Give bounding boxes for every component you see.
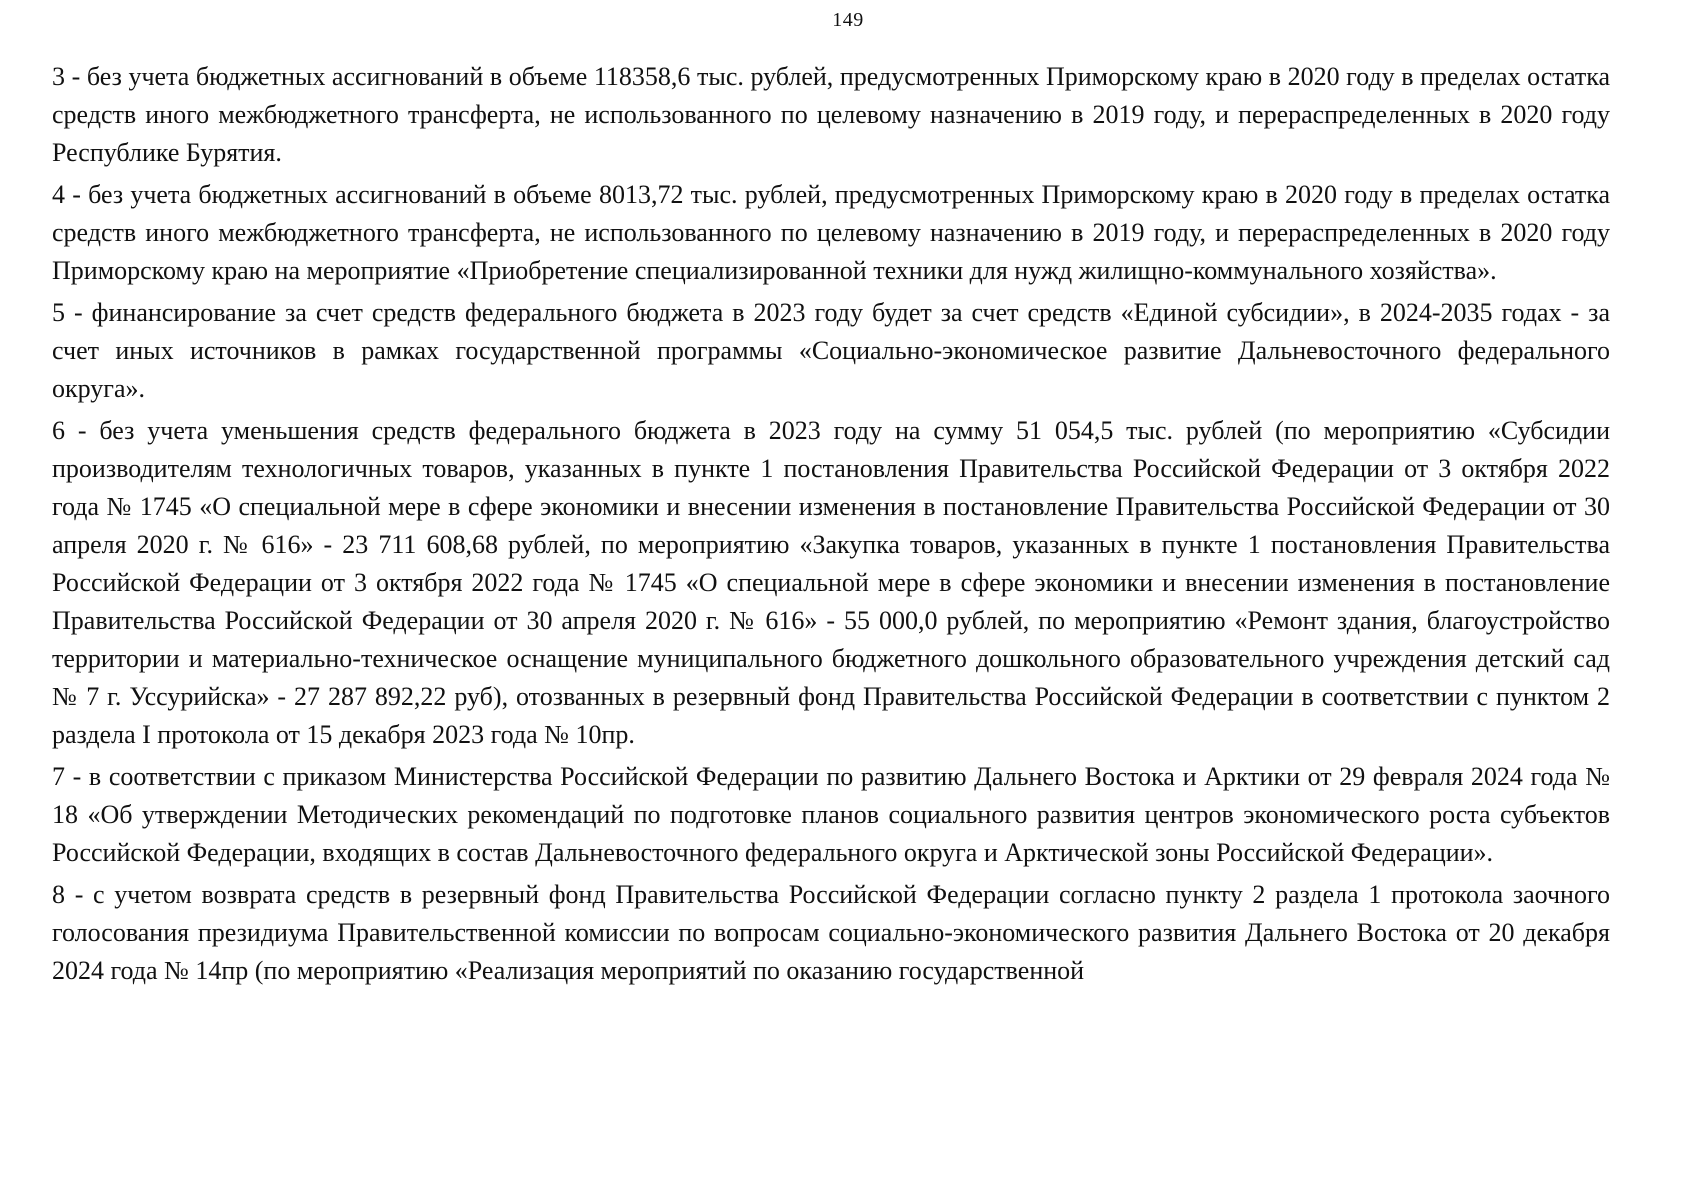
footnotes-block bbox=[52, 58, 1610, 994]
footnote-3: 3 - без учета бюджетных ассигнований в объеме 118358,6 тыс. рублей, предусмотренных Приморскому краю в 2020 году в пределах остатка средств иного межбюджетного трансферта, не использованного по целевому назначению в 2019 году, и перераспределенных в 2020 году Республике Бурятия. bbox=[52, 62, 1610, 167]
footnote-4: 4 - без учета бюджетных ассигнований в объеме 8013,72 тыс. рублей, предусмотренных Приморскому краю в 2020 году в пределах остатка средств иного межбюджетного трансферта, не использованного по целевому назначению в 2019 году, и перераспределенных в 2020 году Приморскому краю на мероприятие «Приобретение специализированной техники для нужд жилищно-коммунального хозяйства». bbox=[52, 180, 1610, 285]
page-number: 149 bbox=[832, 9, 864, 31]
footnote-8: 8 - с учетом возврата средств в резервный фонд Правительства Российской Федерации согласно пункту 2 раздела 1 протокола заочного голосования президиума Правительственной комиссии по вопросам социально-экономического развития Дальнего Востока от 20 декабря 2024 года № 14пр (по мероприятию «Реализация мероприятий по оказанию государственной bbox=[52, 880, 1610, 985]
footnote-7: 7 - в соответствии с приказом Министерства Российской Федерации по развитию Дальнего Востока и Арктики от 29 февраля 2024 года № 18 «Об утверждении Методических рекомендаций по подготовке планов социального развития центров экономического роста субъектов Российской Федерации, входящих в состав Дальневосточного федерального округа и Арктической зоны Российской Федерации». bbox=[52, 762, 1610, 867]
footnote-5: 5 - финансирование за счет средств федерального бюджета в 2023 году будет за счет средств «Единой субсидии», в 2024-2035 годах - за счет иных источников в рамках государственной программы «Социально-экономическое развитие Дальневосточного федерального округа». bbox=[52, 298, 1610, 403]
footnote-6: 6 - без учета уменьшения средств федерального бюджета в 2023 году на сумму 51 054,5 тыс. рублей (по мероприятию «Субсидии производителям технологичных товаров, указанных в пункте 1 постановления Правительства Российской Федерации от 3 октября 2022 года № 1745 «О специальной мере в сфере экономики и внесении изменения в постановление Правительства Российской Федерации от 30 апреля 2020 г. № 616» - 23 711 608,68 рублей, по мероприятию «Закупка товаров, указанных в пункте 1 постановления Правительства Российской Федерации от 3 октября 2022 года № 1745 «О специальной мере в сфере экономики и внесении изменения в постановление Правительства Российской Федерации от 30 апреля 2020 г. № 616» - 55 000,0 рублей, по мероприятию «Ремонт здания, благоустройство территории и материально-техническое оснащение муниципального бюджетного дошкольного образовательного учреждения детский сад № 7 г. Уссурийска» - 27 287 892,22 руб), отозванных в резервный фонд Правительства Российской Федерации в соответствии с пунктом 2 раздела I протокола от 15 декабря 2023 года № 10пр. bbox=[52, 416, 1610, 749]
